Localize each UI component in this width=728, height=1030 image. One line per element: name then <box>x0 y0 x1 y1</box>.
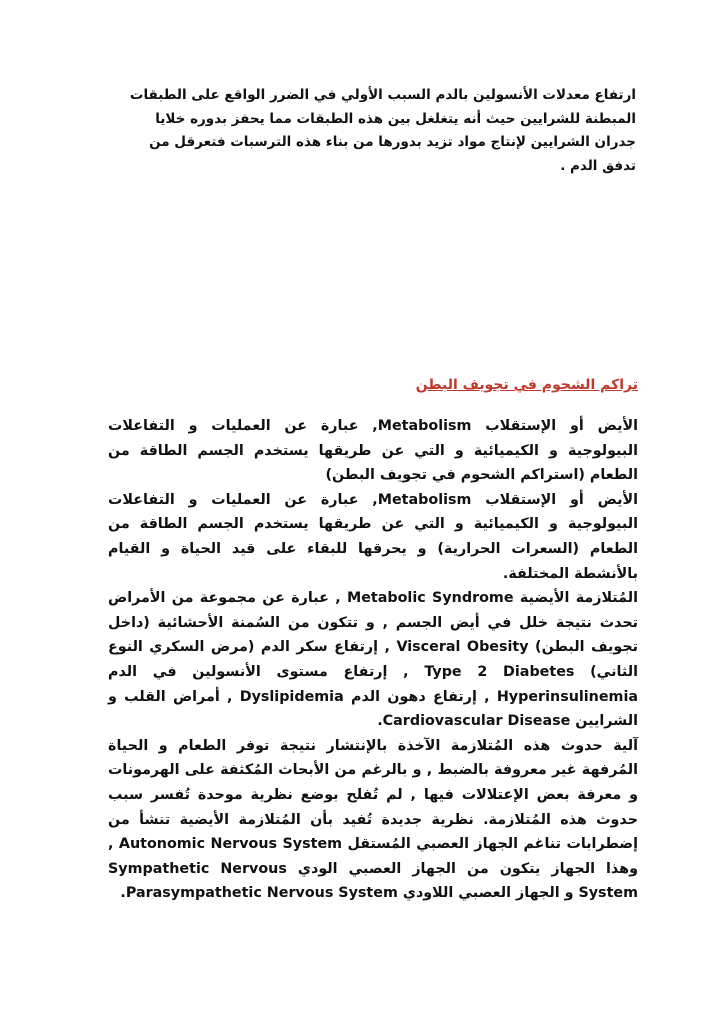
section-body <box>108 414 638 906</box>
paragraph-mechanism: آلية حدوث هذه المُتلازمة الآخذة بالإنتشار نتيجة توفر الطعام و الحياة المُرفهة غير معروفة بالضبط , و بالرغم من الأبحاث المُكثفة على الهرمونات و معرفة بعض الإعتلالات فيها , لم تُفلح بوضع نظرية موحدة تُفسر سبب حدوث هذه المُتلازمة. نظرية جديدة تُفيد بأن المُتلازمة الأيضية تنشأ من إضطرابات تناغم الجهاز العصبي المُستقل Autonomic Nervous System , وهذا الجهاز يتكون من الجهاز العصبي الودي Sympathetic Nervous System و الجهاز العصبي اللاودي Parasympathetic Nervous System. <box>108 737 638 902</box>
paragraph-metabolism-1: الأيض أو الإستقلاب Metabolism, عبارة عن العمليات و التفاعلات البيولوجية و الكيميائية و التي عن طريقها يستخدم الجسم الطاقة من الطعام (استراكم الشحوم في تجويف البطن) <box>108 418 639 484</box>
paragraph-metabolism-2: الأيض أو الإستقلاب Metabolism, عبارة عن العمليات و التفاعلات البيولوجية و الكيميائية و التي عن طريقها يستخدم الجسم الطاقة من الطعام (السعرات الحرارية) و يحرقها للبقاء على قيد الحياة و القيام بالأنشطة المختلفة. <box>108 491 639 582</box>
paragraph-metabolic-syndrome: المُتلازمة الأيضية Metabolic Syndrome , عبارة عن مجموعة من الأمراض تحدث نتيجة خلل في أيض الجسم , و تتكون من السُمنة الأحشائية (داخل تجويف البطن) Visceral Obesity , إرتفاع سكر الدم (مرض السكري النوع الثاني) Type 2 Diabetes , إرتفاع مستوى الأنسولين في الدم Hyperinsulinemia , إرتفاع دهون الدم Dyslipidemia , أمراض القلب و الشرايين Cardiovascular Disease. <box>108 590 638 730</box>
section-heading: تراكم الشحوم في تجويف البطن <box>415 377 638 393</box>
intro-paragraph: ارتفاع معدلات الأنسولين بالدم السبب الأولي في الضرر الواقع على الطبقات المبطنة للشرايين حيث أنه يتغلغل بين هذه الطبقات مما يحفز بدوره خلايا جدران الشرايين لإنتاج مواد تزيد بدورها من بناء هذه الترسبات فتعرقل من تدفق الدم . <box>129 87 636 174</box>
